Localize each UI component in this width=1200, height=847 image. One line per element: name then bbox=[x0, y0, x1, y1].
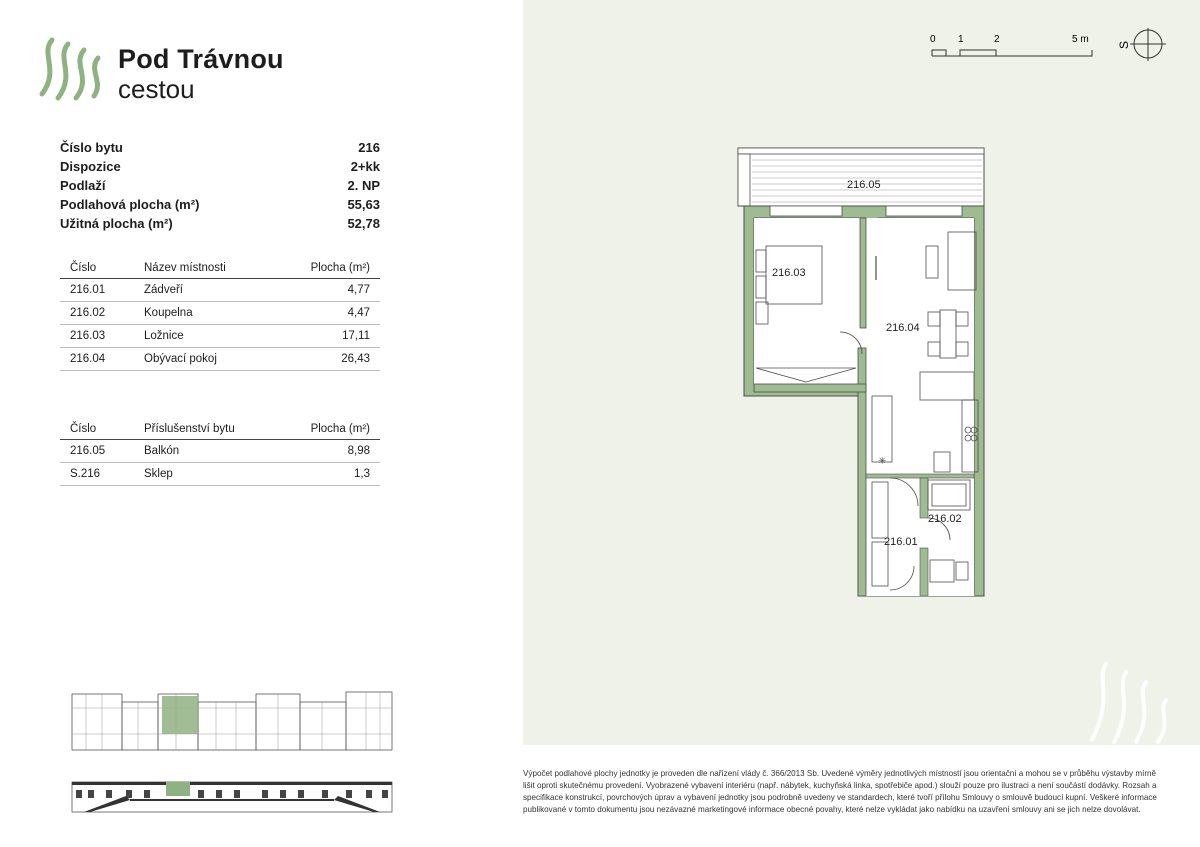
cell: 1,3 bbox=[354, 468, 370, 480]
accessories-table bbox=[60, 419, 380, 486]
label-balcony: 216.05 bbox=[847, 179, 881, 191]
table-row bbox=[60, 302, 380, 325]
cell: 4,77 bbox=[347, 284, 370, 296]
header-cell: Plocha (m²) bbox=[310, 423, 370, 435]
table-row bbox=[60, 325, 380, 348]
header-cell: Plocha (m²) bbox=[310, 262, 370, 274]
scale-tick-2: 2 bbox=[994, 34, 1000, 45]
balcony bbox=[738, 148, 984, 206]
label-bathroom: 216.02 bbox=[928, 513, 962, 525]
cell: 216.02 bbox=[70, 307, 106, 319]
cell: Sklep bbox=[144, 468, 173, 480]
cell: 216.04 bbox=[70, 353, 106, 365]
table-row bbox=[60, 279, 380, 302]
summary-label: Podlaží bbox=[60, 178, 106, 193]
block bbox=[72, 694, 122, 750]
scale-bar bbox=[926, 30, 1096, 70]
cell: Ložnice bbox=[144, 330, 184, 342]
summary-label: Užitná plocha (m²) bbox=[60, 216, 173, 231]
cell: Zádveří bbox=[144, 284, 183, 296]
building-key-plan bbox=[66, 688, 398, 818]
window bbox=[770, 206, 842, 216]
window bbox=[886, 206, 962, 216]
partition-wall bbox=[754, 384, 866, 392]
header-cell: Příslušenství bytu bbox=[144, 423, 235, 435]
summary-label: Podlahová plocha (m²) bbox=[60, 197, 200, 212]
partition-wall bbox=[920, 548, 928, 596]
summary-value: 52,78 bbox=[347, 216, 380, 231]
partition-wall bbox=[860, 218, 866, 328]
table-header bbox=[60, 419, 380, 440]
cell: 216.01 bbox=[70, 284, 106, 296]
brand-line2: cestou bbox=[118, 74, 195, 104]
summary-value: 55,63 bbox=[347, 197, 380, 212]
summary-label: Číslo bytu bbox=[60, 140, 123, 155]
summary-row bbox=[60, 157, 380, 176]
summary-row bbox=[60, 195, 380, 214]
floor-plan bbox=[736, 146, 986, 602]
header-cell: Číslo bbox=[70, 262, 97, 274]
cell: 216.05 bbox=[70, 445, 106, 457]
partition-wall bbox=[920, 478, 928, 518]
brand-logo-icon bbox=[38, 36, 108, 102]
cell: 216.03 bbox=[70, 330, 106, 342]
table-row bbox=[60, 463, 380, 486]
summary-label: Dispozice bbox=[60, 159, 121, 174]
summary-value: 2+kk bbox=[350, 159, 380, 174]
header-cell: Číslo bbox=[70, 423, 97, 435]
cell: S.216 bbox=[70, 468, 101, 480]
cell: 26,43 bbox=[341, 353, 370, 365]
brand-name bbox=[118, 44, 284, 104]
summary-row bbox=[60, 214, 380, 233]
building-elevation bbox=[72, 782, 392, 812]
label-entry: 216.01 bbox=[884, 536, 918, 548]
cell: Balkón bbox=[144, 445, 180, 457]
apartment-summary bbox=[60, 138, 380, 233]
highlighted-unit bbox=[162, 696, 198, 734]
header-cell: Název místnosti bbox=[144, 262, 226, 274]
table-row bbox=[60, 440, 380, 463]
table-row bbox=[60, 348, 380, 371]
brand-line1: Pod Trávnou bbox=[118, 44, 284, 74]
watermark-logo-icon bbox=[1078, 660, 1178, 744]
summary-value: 2. NP bbox=[347, 178, 380, 193]
table-header bbox=[60, 258, 380, 279]
bedroom-floor bbox=[754, 218, 866, 384]
scale-tick-1: 1 bbox=[958, 34, 964, 45]
compass-icon bbox=[1112, 27, 1168, 63]
summary-value: 216 bbox=[358, 140, 380, 155]
snowflake-icon: ✳ bbox=[878, 456, 887, 467]
disclaimer-text: Výpočet podlahové plochy jednotky je proveden dle nařízení vlády č. 366/2013 Sb. Uvedené výměry jednotlivých místností jsou orientační a mohou se v průběhu výstavby mírně lišit oproti skutečnému provedení. Vyobrazené vybavení interiéru (např. nábytek, kuchyňská linka, spotřebiče apod.) slouží pouze pro ilustraci a není součástí dodávky. Rozsah a specifikace konstrukcí, povrchových úprav a vybavení jednotky jsou podrobně uvedeny ve standardech, které tvoří přílohu Smlouvy o smlouvě budoucí kupní. Veškeré informace publikované v tomto dokumentu jsou nezávazné marketingové informace obecné povahy, které nelze vykládat jako nabídku na uzavření smlouvy ani se jich nelze dovolávat. bbox=[523, 769, 1157, 814]
scale-tick-5: 5 m bbox=[1072, 34, 1089, 45]
living-floor bbox=[866, 218, 974, 596]
rooms-table bbox=[60, 258, 380, 371]
summary-row bbox=[60, 138, 380, 157]
cell: Koupelna bbox=[144, 307, 193, 319]
cell: Obývací pokoj bbox=[144, 353, 217, 365]
partition-wall bbox=[866, 474, 974, 478]
cell: 8,98 bbox=[347, 445, 370, 457]
label-bedroom: 216.03 bbox=[772, 267, 806, 279]
summary-row bbox=[60, 176, 380, 195]
scale-tick-0: 0 bbox=[930, 34, 936, 45]
label-living: 216.04 bbox=[886, 322, 920, 334]
north-label: S bbox=[1117, 40, 1131, 49]
cell: 17,11 bbox=[342, 330, 370, 342]
cell: 4,47 bbox=[347, 307, 370, 319]
